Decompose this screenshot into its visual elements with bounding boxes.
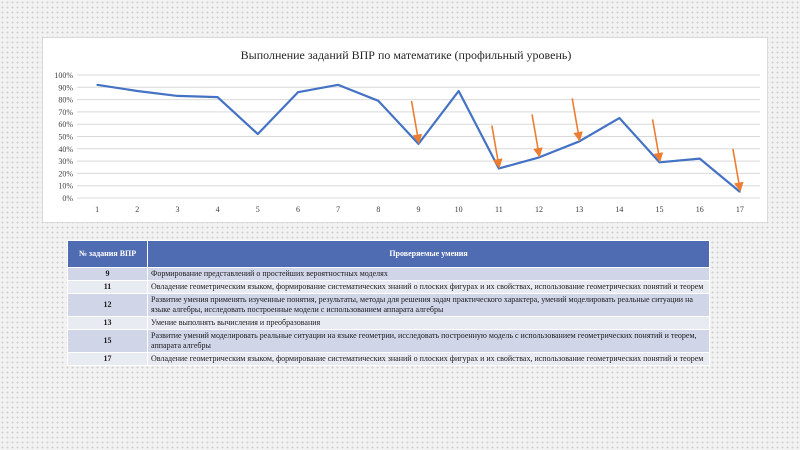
table-row bbox=[68, 330, 710, 353]
annotation-arrow bbox=[733, 149, 740, 189]
y-tick-label: 30% bbox=[58, 157, 73, 167]
y-tick-label: 0% bbox=[62, 194, 73, 203]
x-tick-label: 7 bbox=[336, 205, 341, 214]
x-tick-label: 6 bbox=[295, 205, 300, 214]
task-number: 9 bbox=[68, 268, 148, 281]
y-tick-label: 50% bbox=[58, 132, 73, 142]
skill-description: Развитие умения применять изученные понятия, результаты, методы для решения задач практического характера, умений моделировать реальные ситуации на языке алгебры, исследовать построенные модели с использованием аппарата алгебры bbox=[148, 294, 710, 317]
data-point bbox=[578, 141, 580, 143]
y-tick-label: 100% bbox=[54, 71, 73, 80]
x-tick-label: 3 bbox=[175, 205, 180, 214]
annotation-arrow bbox=[572, 98, 579, 138]
y-tick-label: 20% bbox=[58, 169, 73, 179]
skill-description: Овладение геометрическим языком, формирование систематических знаний о плоских фигурах и их свойствах, использование геометрических понятий и теорем bbox=[148, 353, 710, 366]
table-row bbox=[68, 268, 710, 281]
data-point bbox=[659, 162, 661, 164]
x-tick-label: 17 bbox=[735, 205, 744, 214]
x-tick-label: 11 bbox=[495, 205, 503, 214]
task-number: 17 bbox=[68, 353, 148, 366]
data-point bbox=[217, 96, 219, 98]
x-tick-label: 13 bbox=[575, 205, 584, 214]
x-tick-label: 12 bbox=[535, 205, 544, 214]
data-point bbox=[257, 133, 259, 135]
skill-description: Овладение геометрическим языком, формирование систематических знаний о плоских фигурах и их свойствах, использование геометрических понятий и теорем bbox=[148, 281, 710, 294]
x-tick-label: 5 bbox=[255, 205, 260, 214]
table-header-row bbox=[68, 241, 710, 268]
skills-table bbox=[67, 240, 710, 366]
y-tick-label: 70% bbox=[58, 107, 73, 117]
x-tick-label: 14 bbox=[615, 205, 624, 214]
task-number: 15 bbox=[68, 330, 148, 353]
data-point bbox=[96, 84, 98, 86]
data-point bbox=[699, 158, 701, 160]
annotation-arrow bbox=[653, 119, 660, 159]
y-tick-label: 90% bbox=[58, 83, 73, 93]
table-row bbox=[68, 281, 710, 294]
data-point bbox=[458, 90, 460, 92]
task-number: 13 bbox=[68, 317, 148, 330]
line-chart bbox=[43, 38, 769, 224]
y-tick-label: 10% bbox=[58, 181, 73, 191]
x-tick-label: 1 bbox=[95, 205, 100, 214]
annotation-arrow bbox=[412, 101, 419, 141]
data-point bbox=[136, 90, 138, 92]
data-point bbox=[498, 168, 500, 170]
x-tick-label: 8 bbox=[376, 205, 381, 214]
x-tick-label: 2 bbox=[135, 205, 140, 214]
chart-panel bbox=[42, 37, 768, 223]
y-tick-label: 40% bbox=[58, 144, 73, 154]
table-row bbox=[68, 294, 710, 317]
data-point bbox=[378, 100, 380, 102]
header-skills: Проверяемые умения bbox=[148, 241, 710, 268]
data-point bbox=[177, 95, 179, 97]
x-tick-label: 16 bbox=[695, 205, 704, 214]
data-point bbox=[739, 191, 741, 193]
x-tick-label: 10 bbox=[454, 205, 463, 214]
task-number: 11 bbox=[68, 281, 148, 294]
header-task-number: № задания ВПР bbox=[68, 241, 148, 268]
x-tick-label: 9 bbox=[416, 205, 421, 214]
x-tick-label: 15 bbox=[655, 205, 664, 214]
data-point bbox=[297, 91, 299, 93]
task-number: 12 bbox=[68, 294, 148, 317]
y-tick-label: 60% bbox=[58, 120, 73, 130]
skill-description: Формирование представлений о простейших вероятностных моделях bbox=[148, 268, 710, 281]
x-tick-label: 4 bbox=[215, 205, 220, 214]
data-point bbox=[619, 117, 621, 119]
data-point bbox=[418, 143, 420, 145]
data-point bbox=[337, 84, 339, 86]
skill-description: Умение выполнять вычисления и преобразования bbox=[148, 317, 710, 330]
y-tick-label: 80% bbox=[58, 95, 73, 105]
table-row bbox=[68, 353, 710, 366]
skill-description: Развитие умений моделировать реальные ситуации на языке геометрии, исследовать построенную модель с использованием геометрических понятий и теорем, аппарата алгебры bbox=[148, 330, 710, 353]
table-row bbox=[68, 317, 710, 330]
data-point bbox=[538, 157, 540, 159]
chart-title: Выполнение заданий ВПР по математике (профильный уровень) bbox=[240, 48, 572, 62]
